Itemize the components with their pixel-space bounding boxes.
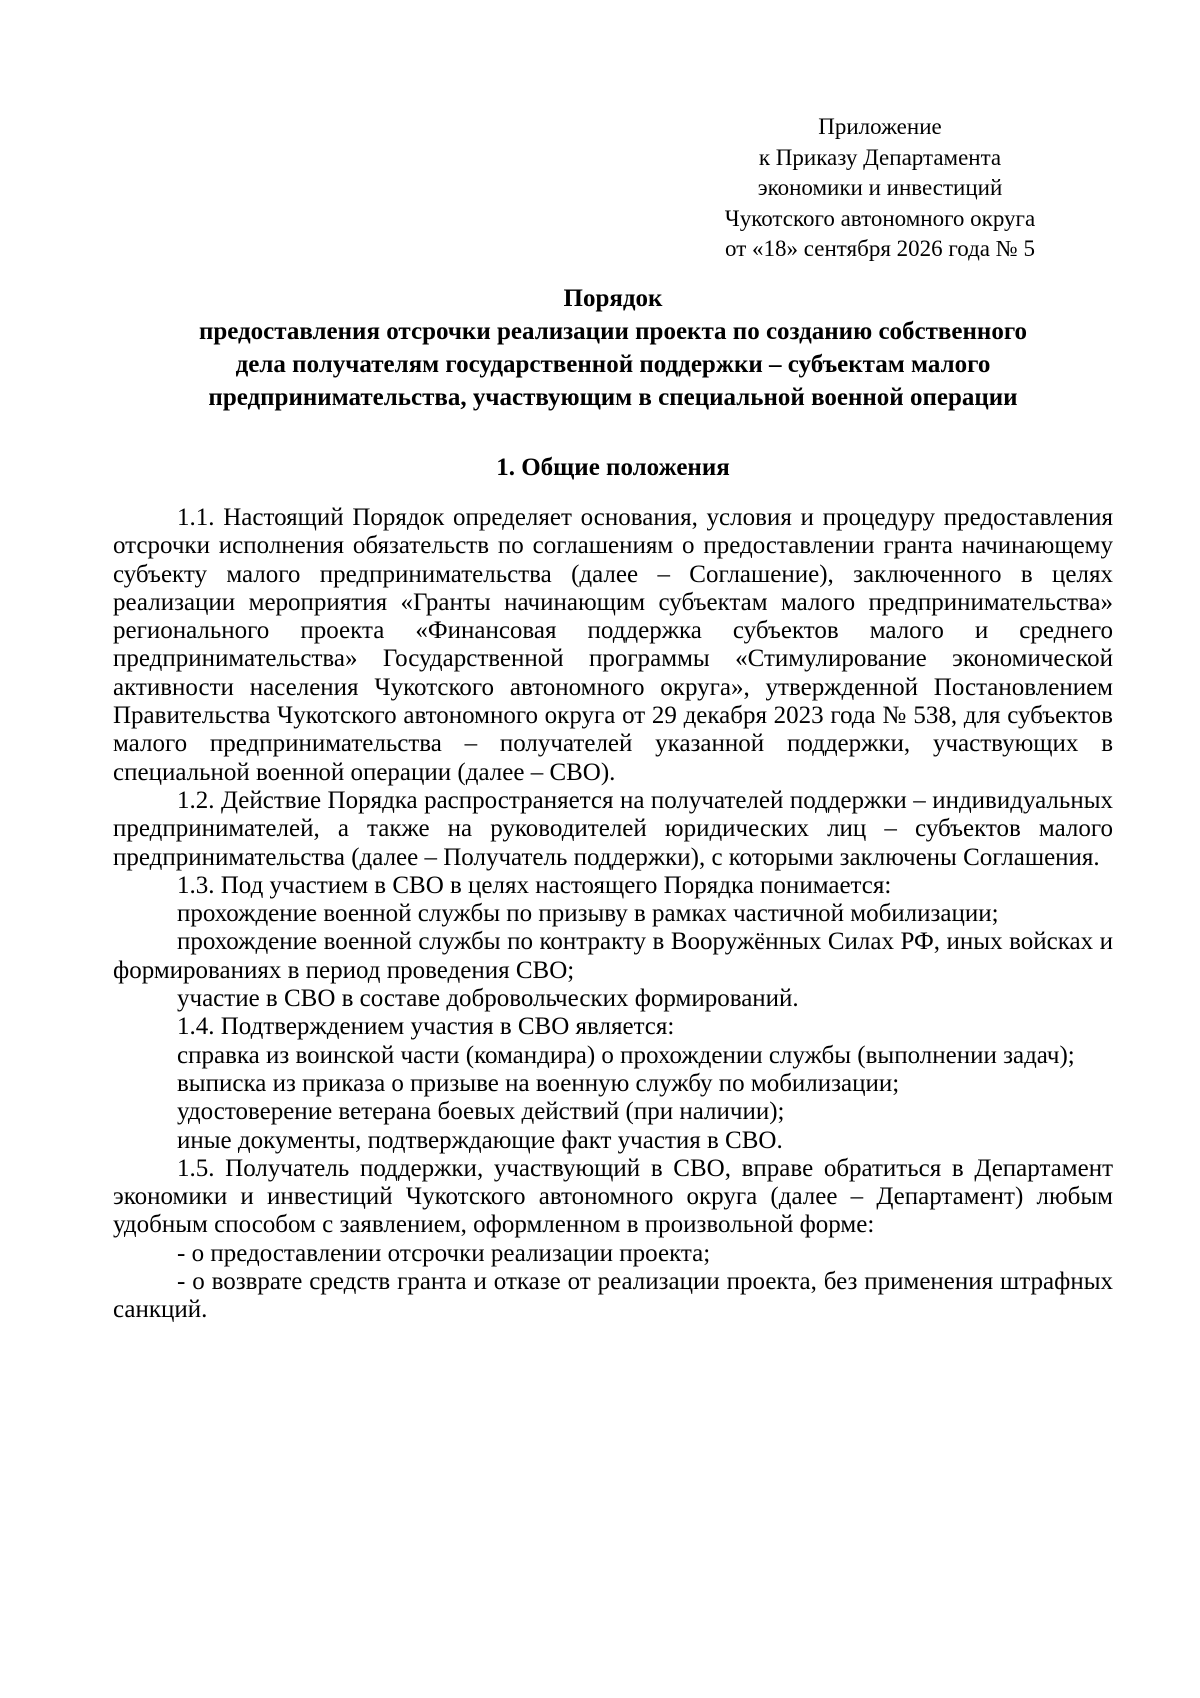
appendix-header: [680, 112, 1080, 265]
section-body: [113, 504, 1113, 1325]
title-line: дела получателям государственной поддержки – субъектам малого: [235, 351, 991, 378]
list-item: участие в СВО в составе добровольческих формирований.: [177, 985, 799, 1013]
list-item: справка из воинской части (командира) о прохождении службы (выполнении задач);: [177, 1041, 1075, 1069]
list-item: прохождение военной службы по контракту в Вооружённых Силах РФ, иных войсках и формированиях в период проведения СВО;: [113, 928, 1113, 984]
title-line: предпринимательства, участвующим в специальной военной операции: [208, 384, 1018, 411]
title-line: Порядок: [563, 285, 663, 312]
appendix-line: к Приказу Департамента: [758, 144, 1002, 170]
list-item: прохождение военной службы по призыву в рамках частичной мобилизации;: [177, 900, 999, 928]
list-item: - о возврате средств гранта и отказе от реализации проекта, без применения штрафных санкций.: [113, 1268, 1113, 1324]
paragraph-1-2: 1.2. Действие Порядка распространяется на получателей поддержки – индивидуальных предпринимателей, а также на руководителей юридических лиц – субъектов малого предпринимательства (далее – Получатель поддержки), с которыми заключены Соглашения.: [113, 786, 1113, 871]
title-line: предоставления отсрочки реализации проекта по созданию собственного: [198, 318, 1028, 345]
paragraph-1-1: 1.1. Настоящий Порядок определяет основания, условия и процедуру предоставления отсрочки исполнения обязательств по соглашениям о предоставлении гранта начинающему субъекту малого предпринимательства (далее – Соглашение), заключенного в целях реализации мероприятия «Гранты начинающим субъектам малого предпринимательства» регионального проекта «Финансовая поддержка субъектов малого и среднего предпринимательства» Государственной программы «Стимулирование экономической активности населения Чукотского автономного округа», утвержденной Постановлением Правительства Чукотского автономного округа от 29 декабря 2023 года № 538, для субъектов малого предпринимательства – получателей указанной поддержки, участвующих в специальной военной операции (далее – СВО).: [113, 504, 1113, 786]
paragraph-1-3: 1.3. Под участием в СВО в целях настоящего Порядка понимается:: [177, 871, 892, 899]
list-item: иные документы, подтверждающие факт участия в СВО.: [177, 1126, 783, 1154]
appendix-line: от «18» сентября 2026 года № 5: [725, 236, 1035, 261]
list-item: удостоверение ветерана боевых действий (при наличии);: [177, 1098, 785, 1126]
paragraph-1-4: 1.4. Подтверждением участия в СВО является:: [177, 1013, 675, 1041]
section-heading: 1. Общие положения: [496, 454, 730, 481]
appendix-line: экономики и инвестиций: [757, 175, 1003, 200]
list-item: выписка из приказа о призыве на военную службу по мобилизации;: [177, 1069, 900, 1097]
appendix-line: Чукотского автономного округа: [724, 205, 1036, 231]
paragraph-1-5: 1.5. Получатель поддержки, участвующий в СВО, вправе обратиться в Департамент экономики и инвестиций Чукотского автономного округа (далее – Департамент) любым удобным способом с заявлением, оформленном в произвольной форме:: [113, 1154, 1113, 1239]
appendix-line: Приложение: [818, 114, 942, 139]
document-title: [112, 282, 1114, 414]
list-item: - о предоставлении отсрочки реализации проекта;: [177, 1239, 711, 1267]
